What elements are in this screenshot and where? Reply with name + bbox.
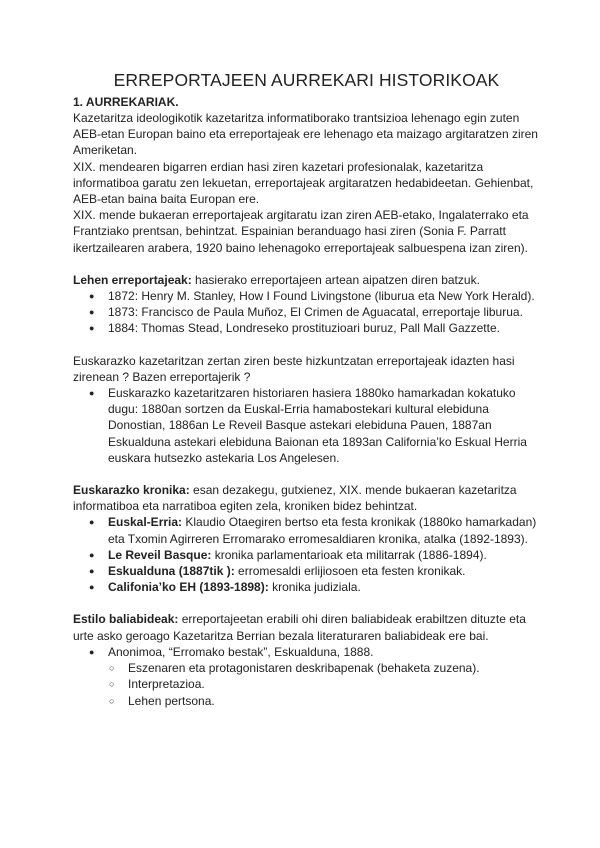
section-heading: 1. AURREKARIAK. [73, 95, 179, 109]
sublist-item: ○ Eszenaren eta protagonistaren deskribapenak (behaketa zuzena). [73, 660, 540, 676]
basque-list [73, 385, 540, 466]
style-list [73, 644, 540, 709]
item-text: Anonimoa, “Erromako bestak”, Eskualduna, 1888. [108, 644, 374, 659]
basque-question: Euskarazko kazetaritzan zertan ziren beste hizkuntzatan erreportajeak idazten hasi zirenean ? Bazen erreportajerik ? [73, 353, 515, 384]
first-reports-intro [73, 272, 540, 288]
paragraph-2: XIX. mendearen bigarren erdian hasi ziren kazetari profesionalak, kazetaritza informatiboa garatu zen lekuetan, erreportajeak argitaratzen hedabideetan. Gehienbat, AEB-etan baina baita Europan ere. [73, 159, 534, 207]
paragraph-3: XIX. mende bukaeran erreportajeak argitaratu izan ziren AEB-etako, Ingalaterrako eta Frantziako prentsan, behintzat. Espainian beranduago hasi ziren (Sonia F. Parratt ikertzailearen arabera, 1920 baino lehenagoko erreportajeak salbuespena izan ziren). [73, 208, 529, 255]
chronicle-intro [73, 482, 540, 514]
list-item [73, 579, 540, 595]
item-bold-label: Euskal-Erria: [108, 515, 183, 530]
item-text: erromesaldi erlijiosoen eta festen kronikak. [234, 564, 466, 579]
page-title: ERREPORTAJEEN AURREKARI HISTORIKOAK [113, 70, 500, 90]
chronicle-list [73, 514, 540, 595]
sublist-item: ○ Lehen pertsona. [73, 693, 540, 709]
list-item: ● Euskarazko kazetaritzaren historiaren hasiera 1880ko hamarkadan kokatuko dugu: 1880an sortzen da Euskal-Erria hamabostekari kultural elebiduna Donostian, 1886an Le Reveil Basque astekari elebiduna Pauen, 1887an Eskualduna astekari elebiduna Baionan eta 1893an California’ko Eskual Herria euskara hutsezko astekaria Los Angelesen. [73, 385, 540, 466]
list-item [73, 547, 540, 563]
item-text: kronika parlamentarioak eta militarrak (1886-1894). [211, 547, 487, 562]
item-bold-label: Eskualduna (1887tik ): [108, 564, 235, 579]
item-bold-label: Le Reveil Basque: [108, 547, 212, 562]
list-item: ● 1884: Thomas Stead, Londreseko prostituzioari buruz, Pall Mall Gazzette. [73, 320, 540, 336]
chronicle-text: esan dezakegu, gutxienez, XIX. mende bukaeran kazetaritza informatiboa eta narratiboa egiten zela, kroniken bidez behintzat. [73, 483, 517, 514]
list-item [73, 644, 540, 709]
list-item: ● 1873: Francisco de Paula Muñoz, El Crimen de Aguacatal, erreportaje liburua. [73, 304, 540, 320]
first-reports-text: hasierako erreportajeen artean aipatzen diren batzuk. [191, 272, 480, 287]
list-item [73, 514, 540, 546]
item-text: kronika judiziala. [268, 580, 361, 595]
sublist-item: ○ Interpretazioa. [73, 676, 540, 692]
style-text: erreportajeetan erabili ohi diren baliabideak erabiltzen dituzte eta urte asko geroago Kazetaritza Berrian bezala literaturaren baliabideak ere bai. [73, 612, 526, 643]
style-sublist [108, 660, 540, 709]
style-label: Estilo baliabideak: [73, 612, 179, 627]
item-bold-label: Califonia’ko EH (1893-1898): [108, 580, 269, 595]
list-item: ● 1872: Henry M. Stanley, How I Found Livingstone (liburua eta New York Herald). [73, 288, 540, 304]
item-text: Klaudio Otaegiren bertso eta festa kronikak (1880ko hamarkadan) eta Txomin Agirreren Erromarako erromesaldiaren kronika, atalka (1892-1893). [108, 515, 537, 546]
paragraph-1: Kazetaritza ideologikotik kazetaritza informatiborako trantsizioa lehenago egin zuten AEB-etan Europan baino eta erreportajeak ere lehenago eta maizago argitaratzen ziren Ameriketan. [73, 111, 538, 158]
first-reports-label: Lehen erreportajeak: [73, 272, 192, 287]
first-reports-list [73, 288, 540, 337]
style-intro [73, 611, 540, 643]
list-item [73, 563, 540, 579]
chronicle-label: Euskarazko kronika: [73, 483, 190, 498]
